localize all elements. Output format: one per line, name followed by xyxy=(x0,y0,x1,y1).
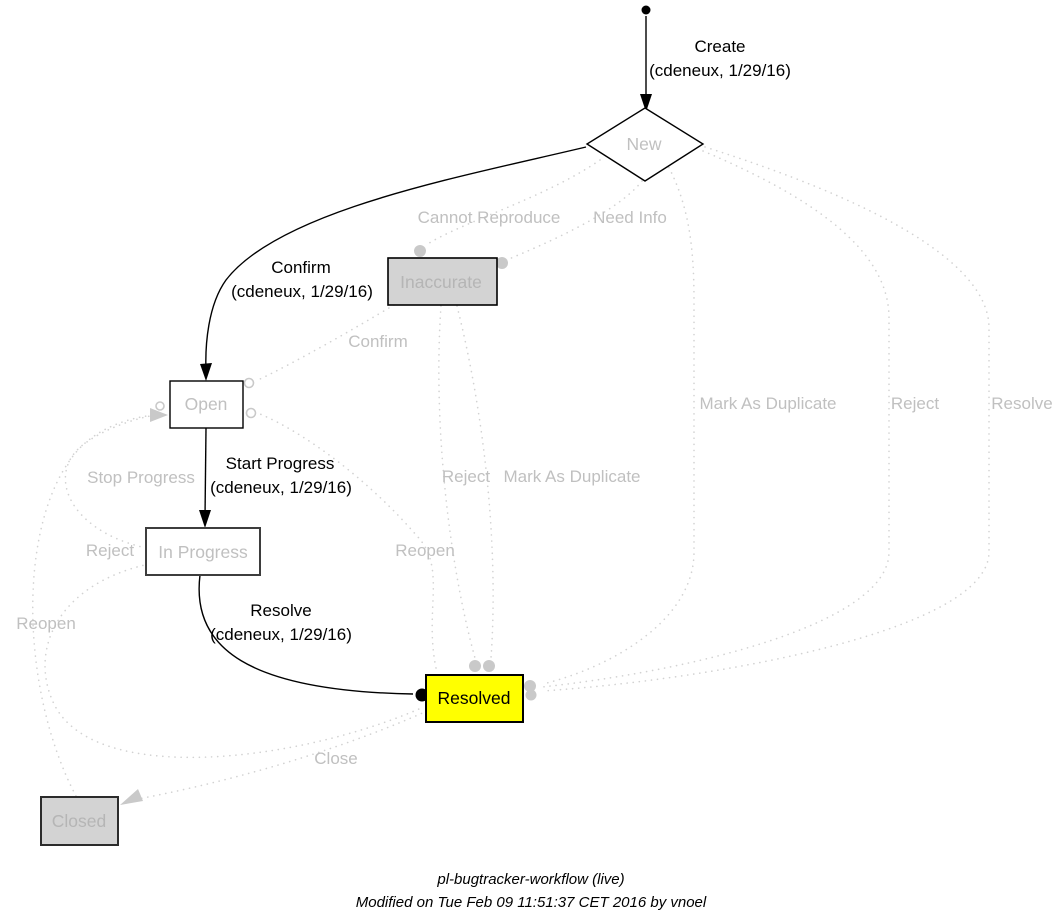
node-in-progress xyxy=(146,528,260,575)
edge-label-stop-progress: Stop Progress xyxy=(87,468,195,487)
edge-start-progress-arrowhead xyxy=(199,510,211,528)
edge-label-start-progress: Start Progress xyxy=(225,454,335,473)
edge-label-reopen-left: Reopen xyxy=(16,614,76,633)
edge-mark-as-duplicate-new xyxy=(543,162,694,684)
resolved-endpoint-dot xyxy=(483,660,495,672)
edge-cannot-reproduce xyxy=(426,160,600,245)
edge-label-close: Close xyxy=(314,749,358,768)
open-endpoint-circle xyxy=(247,409,256,418)
closed-arrowhead xyxy=(120,789,143,805)
node-inaccurate-label: Inaccurate xyxy=(400,272,482,292)
node-in-progress-label: In Progress xyxy=(158,542,248,562)
diagram-caption xyxy=(356,871,707,911)
edge-label-cannot-reproduce: Cannot Reproduce xyxy=(417,208,561,227)
node-inaccurate xyxy=(388,258,497,305)
node-resolved xyxy=(426,675,523,722)
edge-reject-new xyxy=(542,151,889,687)
edge-close xyxy=(138,711,427,799)
edge-label-resolve-right: Resolve xyxy=(991,394,1053,413)
node-open-label: Open xyxy=(184,394,228,414)
edge-reject-in-progress xyxy=(45,564,419,757)
edge-start-progress xyxy=(205,428,206,518)
edge-label-create-detail: (cdeneux, 1/29/16) xyxy=(649,61,791,80)
diagram-modified-timestamp: Modified on Tue Feb 09 11:51:37 CET 2016 by vnoel xyxy=(355,894,707,911)
open-loop-circle xyxy=(156,402,164,410)
node-resolved-label: Resolved xyxy=(437,688,511,708)
edge-label-confirm-inactive: Confirm xyxy=(348,332,408,351)
edge-label-confirm: Confirm xyxy=(271,258,331,277)
edge-label-resolve-detail: (cdeneux, 1/29/16) xyxy=(210,625,352,644)
edge-label-mark-as-duplicate-right: Mark As Duplicate xyxy=(699,394,837,413)
open-endpoint-circle xyxy=(245,379,254,388)
edge-label-create: Create xyxy=(694,37,746,56)
active-edges xyxy=(199,6,652,702)
edge-label-mark-as-duplicate-mid: Mark As Duplicate xyxy=(503,467,641,486)
edge-resolve-new xyxy=(543,147,989,691)
node-open xyxy=(170,381,243,428)
inaccurate-endpoint-dot xyxy=(414,245,426,257)
active-edge-labels xyxy=(210,37,791,644)
edge-label-reject-right: Reject xyxy=(890,394,940,413)
edge-label-start-progress-detail: (cdeneux, 1/29/16) xyxy=(210,478,352,497)
resolved-endpoint-dot xyxy=(526,690,537,701)
node-closed xyxy=(41,797,118,845)
node-new-label: New xyxy=(626,134,662,154)
resolved-endpoint-dot xyxy=(469,660,481,672)
diagram-title: pl-bugtracker-workflow (live) xyxy=(437,871,625,888)
edge-label-reject-left: Reject xyxy=(85,541,135,560)
edge-label-reopen-mid: Reopen xyxy=(395,541,455,560)
node-closed-label: Closed xyxy=(51,811,107,831)
edge-label-need-info: Need Info xyxy=(593,208,667,227)
edge-confirm-arrowhead xyxy=(200,363,212,381)
edge-label-confirm-detail: (cdeneux, 1/29/16) xyxy=(231,282,373,301)
edge-label-reject-mid: Reject xyxy=(441,467,491,486)
start-node-dot xyxy=(642,6,651,15)
edge-label-resolve: Resolve xyxy=(250,601,312,620)
node-new xyxy=(587,108,703,181)
